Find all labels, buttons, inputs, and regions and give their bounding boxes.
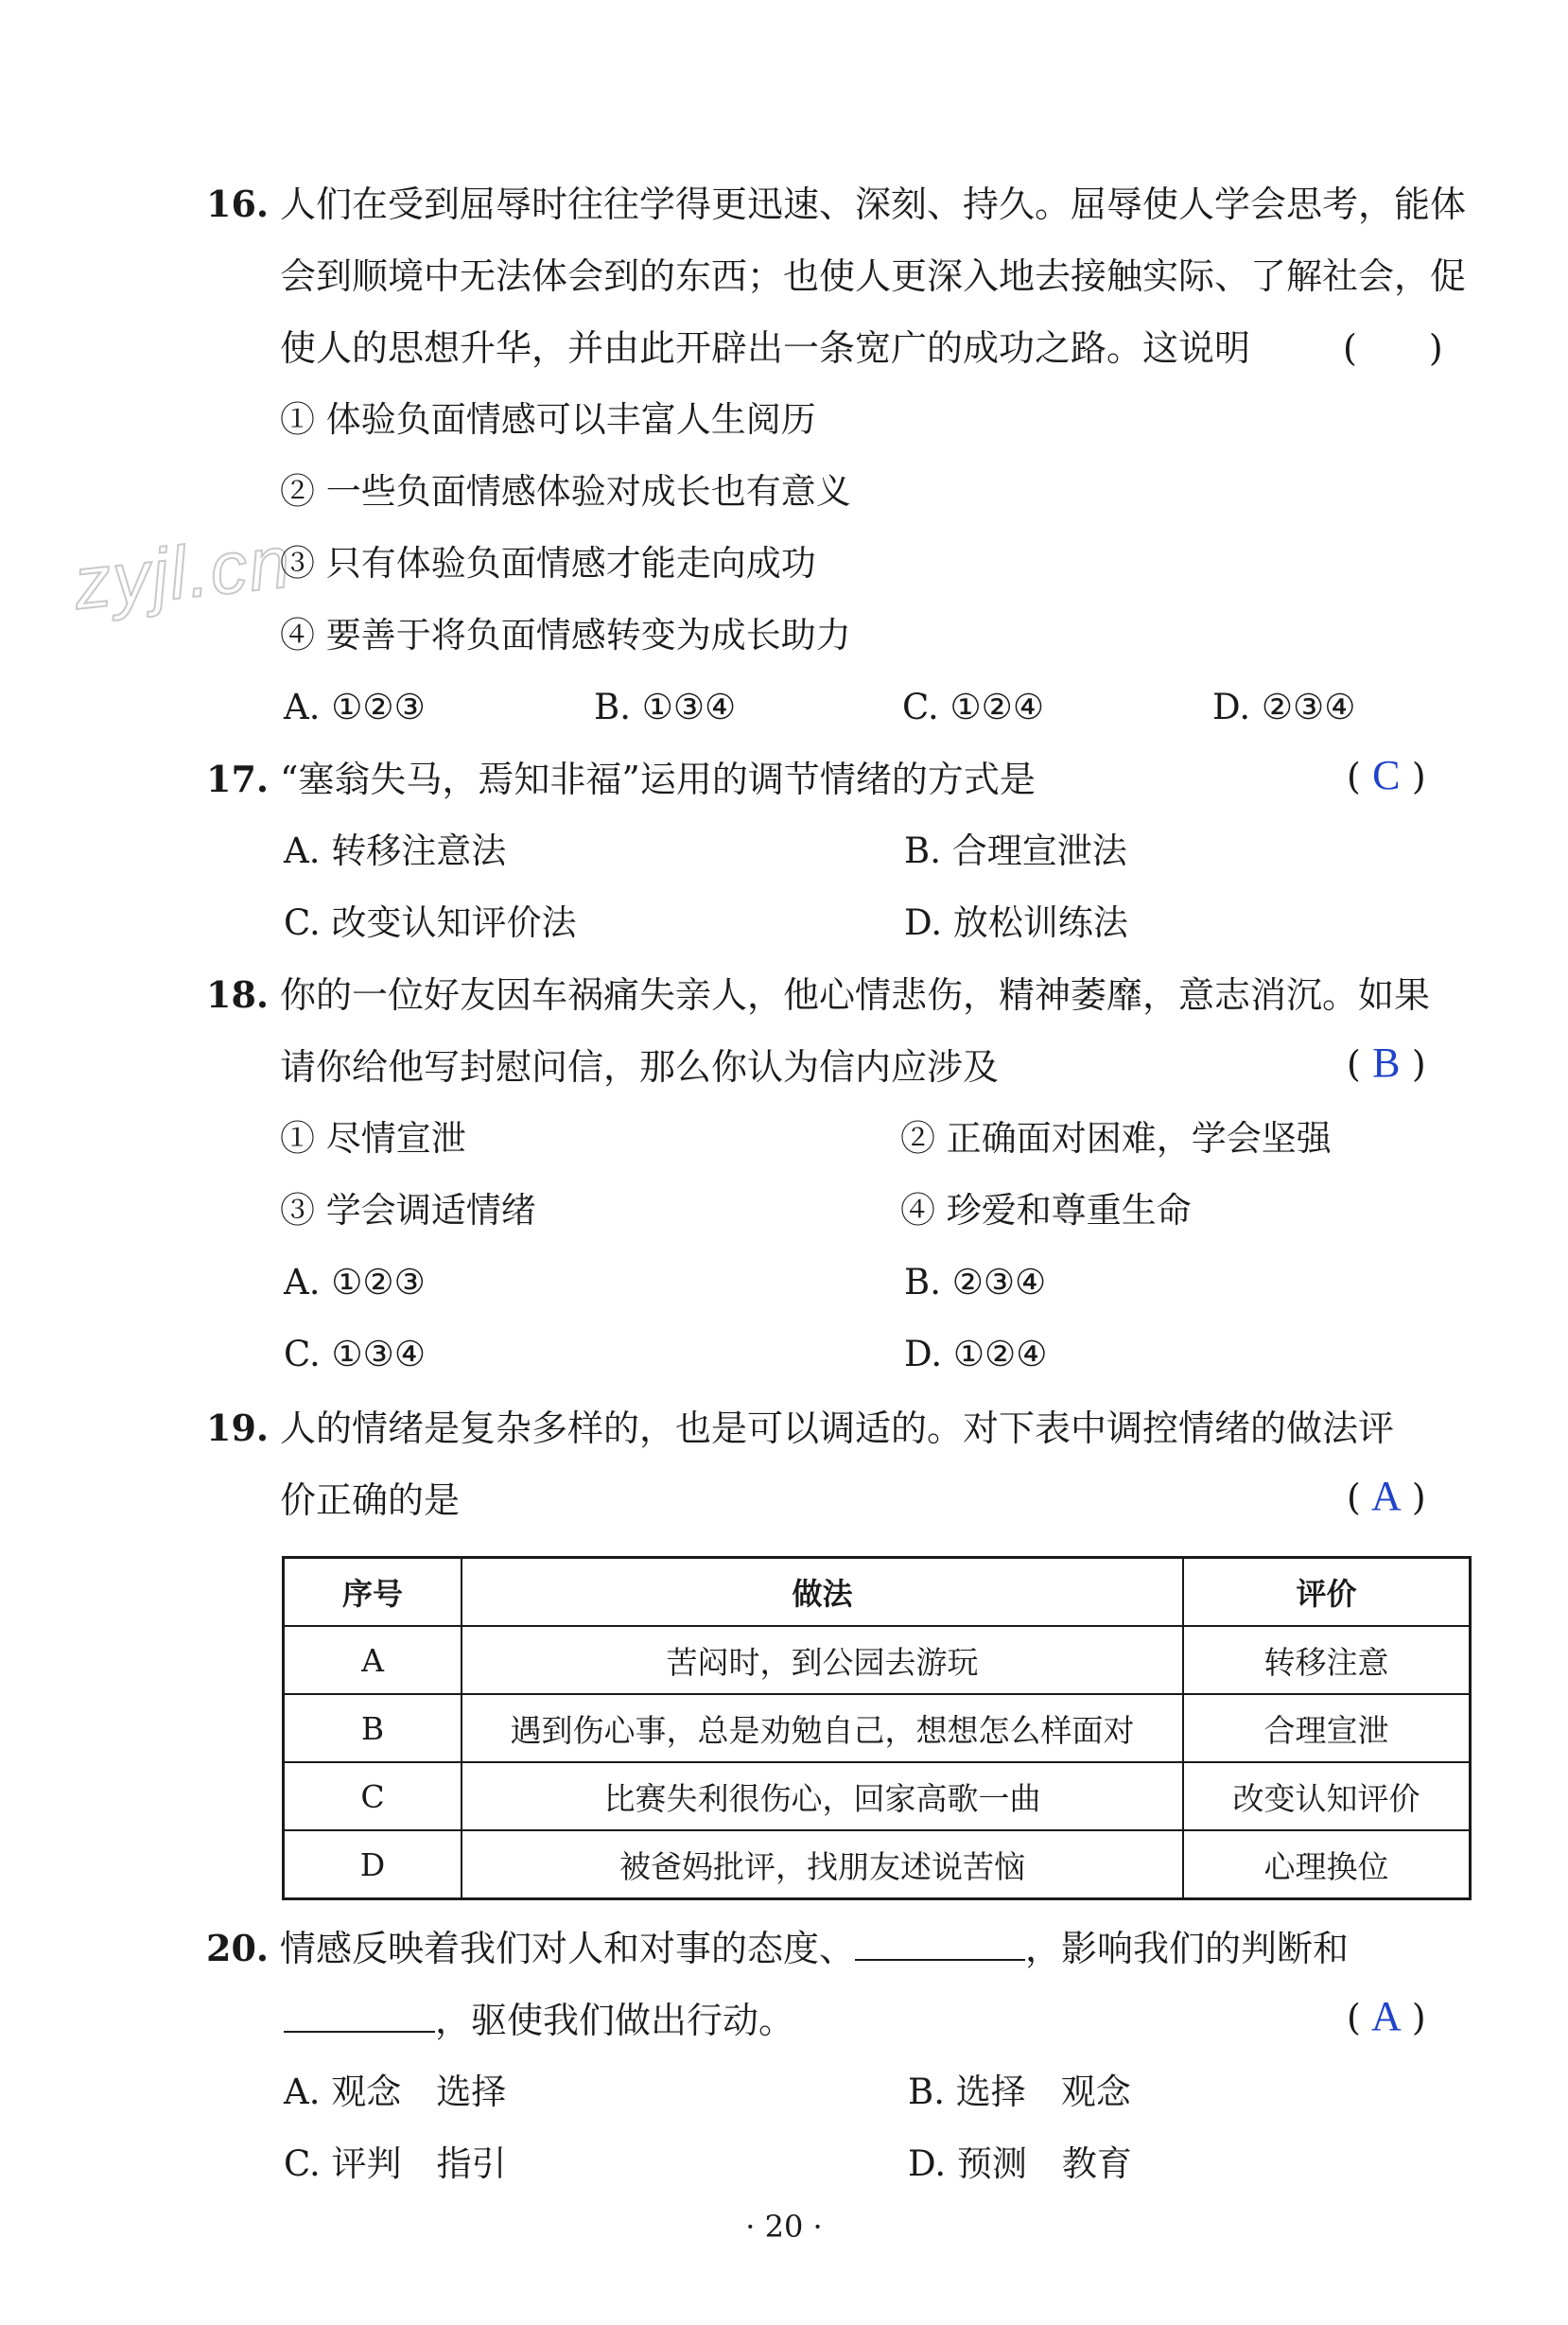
table-cell: 改变认知评价 [1183,1762,1471,1830]
statement-item: ④ 珍爱和尊重生命 [900,1190,1192,1231]
answer-paren: ( C ) [1347,752,1426,798]
stem-text: ，影响我们的判断和 [1025,1928,1350,1969]
option-d: D. 放松训练法 [904,902,1128,943]
question-number: 17. [206,758,270,800]
question-stem-line: 请你给他写封慰问信，那么你认为信内应涉及 [280,1046,1000,1088]
statement-item: ① 体验负面情感可以丰富人生阅历 [280,399,816,440]
option-a: A. ①②③ [284,687,426,727]
question-stem-line: “塞翁失马，焉知非福”运用的调节情绪的方式是 [280,759,1036,800]
table-header-row [284,1558,1471,1627]
stem-text: ，驱使我们做出行动。 [435,2000,795,2041]
table-cell: 遇到伤心事，总是劝勉自己，想想怎么样面对 [462,1694,1183,1762]
question-stem-line [280,1924,1349,1973]
question-stem-line [284,1996,794,2045]
question-stem-line: 人们在受到屈辱时往往学得更迅速、深刻、持久。屈辱使人学会思考，能体 [280,184,1467,225]
question-number: 20. [206,1927,270,1969]
table-row [284,1762,1471,1830]
statement-item: ① 尽情宣泄 [280,1118,466,1159]
answer-paren: ( A ) [1347,1473,1426,1519]
option-a: A. 转移注意法 [284,830,507,871]
table-cell: 转移注意 [1183,1626,1471,1694]
option-b: B. ①③④ [594,687,737,727]
answer-letter: A [1370,1993,1402,2039]
page-number: · 20 · [745,2209,823,2245]
table-header-cell: 做法 [462,1558,1183,1627]
table-cell: 苦闷时，到公园去游玩 [462,1626,1183,1694]
statement-item: ③ 只有体验负面情感才能走向成功 [280,543,816,584]
fill-blank [855,1927,1025,1961]
watermark-logo: zyjl.cn [69,519,296,625]
stem-text: 情感反映着我们对人和对事的态度、 [280,1928,856,1969]
table-header-cell: 序号 [284,1558,462,1627]
table-row [284,1830,1471,1899]
option-d: D. ①②④ [904,1334,1048,1374]
table-cell: B [284,1694,462,1762]
question-stem-line: 人的情绪是复杂多样的，也是可以调适的。对下表中调控情绪的做法评 [280,1407,1395,1449]
option-d: D. ②③④ [1212,687,1356,727]
table-header-cell: 评价 [1183,1558,1471,1627]
option-a: A. 观念 选择 [284,2072,507,2112]
answer-paren: ( ) [1343,327,1443,369]
table-cell: 比赛失利很伤心，回家高歌一曲 [462,1762,1183,1830]
question-stem-line: 使人的思想升华，并由此开辟出一条宽广的成功之路。这说明 [280,327,1251,369]
question-stem-line: 价正确的是 [280,1479,461,1521]
answer-letter: A [1370,1473,1402,1519]
option-c: C. 评判 指引 [284,2143,507,2184]
question-stem-line: 你的一位好友因车祸痛失亲人，他心情悲伤，精神萎靡，意志消沉。如果 [280,974,1431,1016]
table-cell: 心理换位 [1183,1830,1471,1899]
table-cell: 被爸妈批评，找朋友述说苦恼 [462,1830,1183,1899]
option-c: C. 改变认知评价法 [284,902,577,943]
table-row [284,1694,1471,1762]
question-stem-line: 会到顺境中无法体会到的东西；也使人更深入地去接触实际、了解社会，促 [280,255,1467,297]
option-d: D. 预测 教育 [908,2143,1132,2184]
fill-blank [284,1999,435,2033]
question-number: 19. [206,1407,270,1449]
table-row [284,1626,1471,1694]
statement-item: ② 正确面对困难，学会坚强 [900,1118,1332,1159]
answer-paren: ( B ) [1347,1040,1426,1086]
statement-item: ④ 要善于将负面情感转变为成长助力 [280,615,851,656]
option-b: B. 合理宣泄法 [904,830,1127,871]
table-cell: 合理宣泄 [1183,1694,1471,1762]
table-cell: A [284,1626,462,1694]
answer-letter: B [1372,1040,1401,1086]
answer-letter: C [1372,752,1401,798]
statement-item: ② 一些负面情感体验对成长也有意义 [280,471,851,512]
table-cell: C [284,1762,462,1830]
option-b: B. 选择 观念 [908,2072,1131,2112]
answer-paren: ( A ) [1347,1993,1426,2039]
option-c: C. ①③④ [284,1334,427,1374]
question-number: 18. [206,973,270,1016]
option-c: C. ①②④ [902,687,1045,727]
question-number: 16. [206,183,270,225]
evaluation-table [282,1556,1472,1900]
option-a: A. ①②③ [284,1262,426,1302]
table-cell: D [284,1830,462,1899]
option-b: B. ②③④ [904,1262,1047,1302]
statement-item: ③ 学会调适情绪 [280,1190,536,1231]
